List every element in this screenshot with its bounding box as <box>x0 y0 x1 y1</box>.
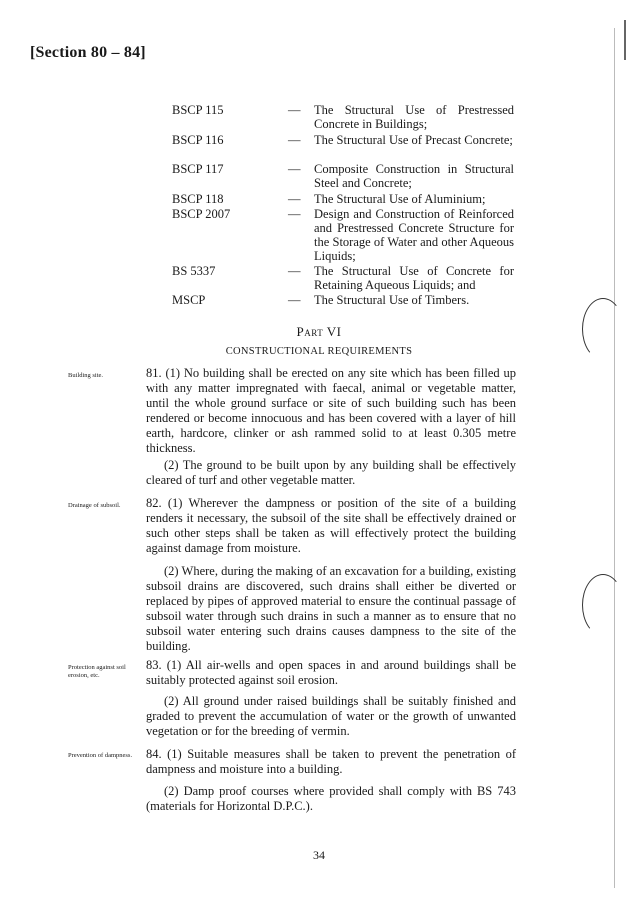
standard-code: BSCP 2007 <box>172 207 231 221</box>
paragraph: 82. (1) Wherever the dampness or position of the site of a building renders it necessary, the subsoil of the site shall be effectively drained or such other steps shall be taken as will effectively protect the building against damage from moisture. <box>146 496 516 555</box>
scan-hole-arc <box>582 298 624 360</box>
standard-code: BS 5337 <box>172 264 216 278</box>
margin-note: Building site. <box>68 372 104 379</box>
margin-note: Prevention of dampness. <box>68 752 133 759</box>
paragraph: (2) All ground under raised buildings shall be suitably finished and graded to prevent the accumulation of water or the growth of unwanted vegetation or for the breeding of vermin. <box>146 694 516 738</box>
scan-hole-arc <box>582 574 624 636</box>
section-header: [Section 80 – 84] <box>30 44 146 61</box>
page-number: 34 <box>313 848 325 862</box>
part-title: Part VI <box>296 324 342 339</box>
standard-description: Composite Construction in Structural Steel and Concrete; <box>314 162 514 190</box>
standard-description: The Structural Use of Aluminium; <box>314 192 486 206</box>
paragraph: (2) The ground to be built upon by any building shall be effectively cleared of turf and other vegetable matter. <box>146 458 516 487</box>
standard-code: BSCP 118 <box>172 192 224 206</box>
margin-note: Protection against soil erosion, etc. <box>68 664 126 679</box>
standard-dash: — <box>288 162 301 176</box>
standard-code: MSCP <box>172 293 206 307</box>
paragraph: (2) Damp proof courses where provided shall comply with BS 743 (materials for Horizontal D.P.C.). <box>146 784 516 813</box>
standard-dash: — <box>288 192 301 206</box>
scan-edge-line <box>614 28 615 888</box>
standard-description: Design and Construction of Reinforced and Prestressed Concrete Structure for the Storage of Water and other Aqueous Liquids; <box>314 207 514 263</box>
standard-dash: — <box>288 264 301 278</box>
margin-note: Drainage of subsoil. <box>68 502 121 509</box>
standard-dash: — <box>288 207 301 221</box>
scan-edge-mark <box>624 20 626 60</box>
standard-dash: — <box>288 293 301 307</box>
standard-description: The Structural Use of Concrete for Retaining Aqueous Liquids; and <box>314 264 514 292</box>
paragraph: 81. (1) No building shall be erected on any site which has been filled up with any matter impregnated with faecal, animal or vegetable matter, until the whole ground surface or site of such building such has been rendered or become innocuous and has been covered with a layer of hill earth, hardcore, clinker or ash rammed solid to at least 0.305 metre thickness. <box>146 366 516 455</box>
standard-code: BSCP 115 <box>172 103 224 117</box>
paragraph: 83. (1) All air-wells and open spaces in and around buildings shall be suitably protected against soil erosion. <box>146 658 516 687</box>
paragraph: (2) Where, during the making of an excavation for a building, existing subsoil drains are discovered, such drains shall either be diverted or replaced by pipes of approved material to ensure the continual passage of subsoil water through such drains in such a manner as to ensure that no subsoil water entering such drains causes dampness to the site of the building. <box>146 564 516 653</box>
standard-description: The Structural Use of Prestressed Concrete in Buildings; <box>314 103 514 131</box>
paragraph: 84. (1) Suitable measures shall be taken to prevent the penetration of dampness and moisture into a building. <box>146 747 516 776</box>
standard-description: The Structural Use of Timbers. <box>314 293 470 307</box>
standard-dash: — <box>288 133 301 147</box>
standard-dash: — <box>288 103 301 117</box>
standard-code: BSCP 116 <box>172 133 224 147</box>
standard-code: BSCP 117 <box>172 162 224 176</box>
part-subtitle: CONSTRUCTIONAL REQUIREMENTS <box>225 346 413 357</box>
standard-description: The Structural Use of Precast Concrete; <box>314 133 513 147</box>
